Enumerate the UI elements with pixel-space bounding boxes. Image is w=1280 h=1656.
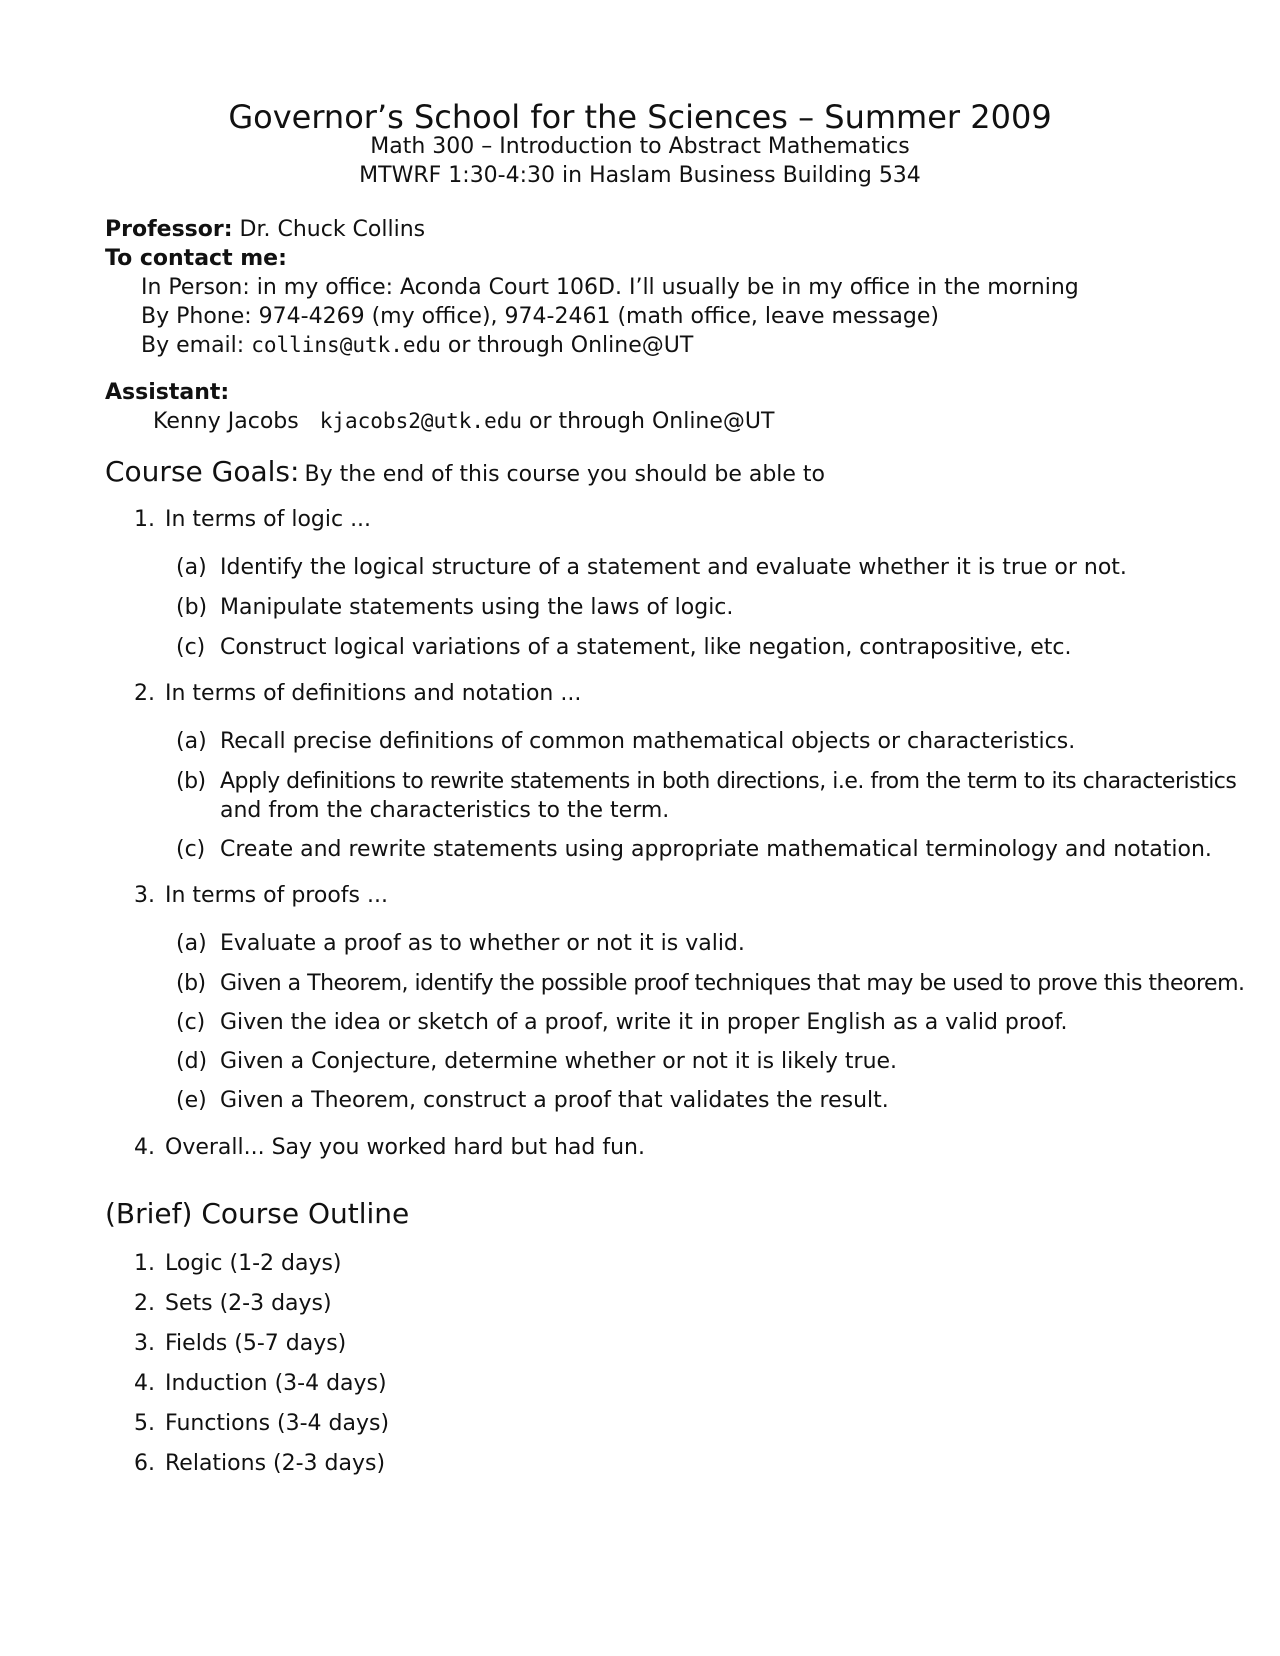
goal-item-4: 4. Overall... Say you worked hard but had fun.	[134, 1135, 645, 1160]
assistant-email-suffix: or through Online@UT	[529, 409, 775, 434]
course-title: Math 300 – Introduction to Abstract Mathematics	[370, 134, 910, 159]
goal-item-1a: (a) Identify the logical structure of a statement and evaluate whether it is true or not.	[176, 555, 1127, 580]
goal-item-1b: (b) Manipulate statements using the laws of logic.	[176, 595, 734, 620]
goal-item-1c: (c) Construct logical variations of a statement, like negation, contrapositive, etc.	[176, 635, 1072, 660]
course-outline-heading: (Brief) Course Outline	[105, 1197, 410, 1230]
goal-item-3a: (a) Evaluate a proof as to whether or not it is valid.	[176, 931, 745, 956]
contact-email-link[interactable]: collins@utk.edu	[251, 333, 441, 357]
contact-email-prefix: By email:	[141, 333, 245, 358]
course-schedule: MTWRF 1:30-4:30 in Haslam Business Building 534	[359, 163, 921, 188]
goal-item-2: 2. In terms of definitions and notation ...	[134, 681, 582, 706]
contact-phone: By Phone: 974-4269 (my office), 974-2461 (math office, leave message)	[141, 304, 939, 329]
contact-email-suffix: or through Online@UT	[447, 333, 694, 358]
outline-item-5: 5. Functions (3-4 days)	[134, 1411, 390, 1436]
professor-label: Professor:	[105, 217, 233, 242]
goal-item-3d: (d) Given a Conjecture, determine whether or not it is likely true.	[176, 1049, 898, 1074]
outline-item-1: 1. Logic (1-2 days)	[134, 1251, 342, 1276]
assistant-email-link[interactable]: kjacobs2@utk.edu	[319, 409, 523, 433]
contact-in-person: In Person: in my office: Aconda Court 106D. I’ll usually be in my office in the morning	[141, 275, 1079, 300]
course-goals-heading-line	[105, 455, 825, 488]
goal-item-3e: (e) Given a Theorem, construct a proof that validates the result.	[176, 1088, 889, 1113]
goal-item-3c: (c) Given the idea or sketch of a proof, write it in proper English as a valid proof.	[176, 1010, 1068, 1035]
contact-email-line	[141, 333, 693, 358]
course-goals-heading: Course Goals:	[105, 455, 300, 488]
professor-line	[105, 217, 425, 242]
contact-label: To contact me:	[105, 246, 287, 271]
goal-item-3b: (b) Given a Theorem, identify the possible proof techniques that may be used to prove this theorem.	[176, 971, 1245, 996]
goal-item-2b-continued: and from the characteristics to the term.	[220, 798, 670, 823]
goal-item-2a: (a) Recall precise definitions of common mathematical objects or characteristics.	[176, 729, 1076, 754]
goal-item-2c: (c) Create and rewrite statements using appropriate mathematical terminology and notation.	[176, 837, 1212, 862]
outline-item-2: 2. Sets (2-3 days)	[134, 1291, 332, 1316]
page-title: Governor’s School for the Sciences – Summer 2009	[228, 98, 1052, 136]
outline-item-3: 3. Fields (5-7 days)	[134, 1331, 347, 1356]
course-goals-intro: By the end of this course you should be able to	[304, 462, 826, 487]
assistant-name: Kenny Jacobs	[153, 409, 299, 434]
goal-item-2b: (b) Apply definitions to rewrite statements in both directions, i.e. from the term to its characteristics	[176, 769, 1237, 794]
assistant-line	[153, 409, 774, 434]
professor-name: Dr. Chuck Collins	[239, 217, 426, 242]
goal-item-1: 1. In terms of logic ...	[134, 507, 372, 532]
assistant-label: Assistant:	[105, 380, 230, 405]
outline-item-4: 4. Induction (3-4 days)	[134, 1371, 387, 1396]
goal-item-3: 3. In terms of proofs ...	[134, 883, 388, 908]
outline-item-6: 6. Relations (2-3 days)	[134, 1451, 386, 1476]
